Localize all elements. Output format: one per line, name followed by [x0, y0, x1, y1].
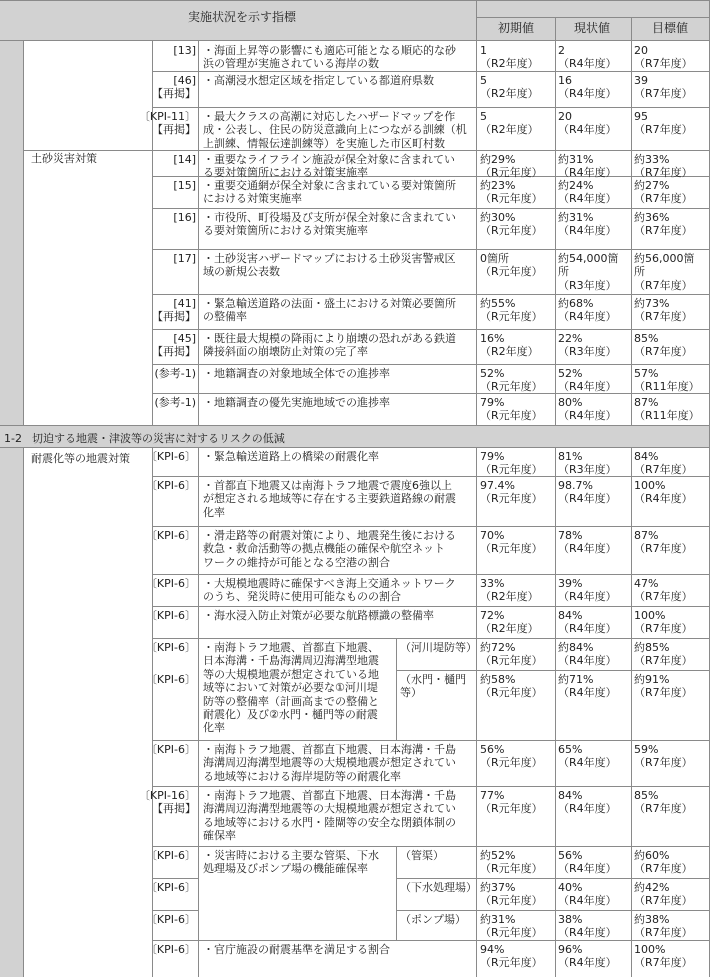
row-divider: [152, 329, 710, 330]
initial-value: 70%: [480, 529, 505, 542]
indicator-description: ・高潮浸水想定区域を指定している都道府県数: [203, 74, 434, 87]
grid-line: [631, 17, 632, 41]
indicator-id: 〔KPI-6〕: [145, 450, 196, 463]
indicator-description: ・滑走路等の耐震対策により、地震発生後における: [203, 529, 456, 542]
initial-value: 約37%: [480, 881, 516, 894]
indicator-id: (参考-1): [154, 367, 196, 380]
grid-line: [476, 41, 477, 425]
target-value: 87%: [634, 396, 659, 409]
current-value: （R4年度）: [558, 409, 617, 423]
header-initial-value: 初期値: [498, 21, 535, 35]
indicator-id: [14]: [173, 153, 196, 166]
indicator-id: 〔KPI-6〕: [145, 943, 196, 956]
target-value: 100%: [634, 479, 666, 492]
indicator-subcategory: （河川堤防等）: [400, 641, 477, 654]
indicator-description: ・重要なライフライン施設が保全対象に含まれてい: [203, 153, 456, 166]
current-value: （R4年度）: [558, 166, 617, 180]
current-value: （R4年度）: [558, 123, 617, 137]
row-divider: [152, 910, 198, 911]
initial-value: 約55%: [480, 297, 516, 310]
grid-line: [23, 447, 24, 977]
target-value: （R7年度）: [634, 278, 693, 292]
initial-value: （R2年度）: [480, 345, 539, 359]
current-value: 98.7%: [558, 479, 593, 492]
current-value: （R4年度）: [558, 542, 617, 556]
grid-line: [0, 425, 710, 426]
target-value: 100%: [634, 943, 666, 956]
target-value: （R7年度）: [634, 894, 693, 908]
indicator-id: [13]: [173, 44, 196, 57]
target-value: 約36%: [634, 211, 670, 224]
indicator-id: 【再掲】: [152, 310, 196, 324]
target-value: 約73%: [634, 297, 670, 310]
initial-value: （R元年度）: [480, 224, 543, 238]
current-value: （R3年度）: [558, 463, 617, 477]
current-value: 16: [558, 74, 572, 87]
current-value: 84%: [558, 789, 583, 802]
initial-value: （R2年度）: [480, 622, 539, 636]
indicator-id: 〔KPI-6〕: [145, 479, 196, 492]
row-divider: [152, 208, 710, 209]
indicator-id: [46]: [173, 74, 196, 87]
initial-value: 16%: [480, 332, 505, 345]
row-divider: [152, 878, 198, 879]
initial-value: 52%: [480, 367, 505, 380]
target-value: 20: [634, 44, 648, 57]
current-value: 所: [558, 265, 569, 279]
indicator-id: 〔KPI-16〕: [138, 789, 196, 802]
initial-value: 約31%: [480, 913, 516, 926]
target-value: （R7年度）: [634, 123, 693, 137]
indicator-description: 上訓練、情報伝達訓練等）を実施した市区町村数: [203, 136, 445, 150]
current-value: （R4年度）: [558, 57, 617, 71]
initial-value: （R元年度）: [480, 310, 543, 324]
initial-value: （R元年度）: [480, 166, 543, 180]
initial-value: 5: [480, 110, 487, 123]
header-target-value: 目標値: [652, 21, 689, 35]
target-value: （R7年度）: [634, 224, 693, 238]
row-divider: [396, 910, 710, 911]
indicator-description: る地域等における海岸堤防等の耐震化率: [203, 769, 401, 783]
initial-value: （R元年度）: [480, 654, 543, 668]
initial-value: （R元年度）: [480, 463, 543, 477]
indicator-id: (参考-1): [154, 396, 196, 409]
target-value: 39: [634, 74, 648, 87]
indicator-id: [16]: [173, 211, 196, 224]
indicator-description: 耐震化）及び②水門・樋門等の耐震: [203, 708, 378, 721]
current-value: 約31%: [558, 211, 594, 224]
current-value: 2: [558, 44, 565, 57]
target-value: 84%: [634, 450, 659, 463]
initial-value: 約58%: [480, 673, 516, 686]
current-value: 約24%: [558, 179, 594, 192]
target-value: 約38%: [634, 913, 670, 926]
target-value: 所: [634, 265, 645, 279]
target-value: 約85%: [634, 641, 670, 654]
current-value: （R4年度）: [558, 492, 617, 506]
indicator-description: ・首都直下地震又は南海トラフ地震で震度6強以上: [203, 479, 452, 492]
grid-line: [0, 447, 710, 448]
target-value: 約33%: [634, 153, 670, 166]
initial-value: 約23%: [480, 179, 516, 192]
grid-line: [198, 41, 199, 425]
indicator-description: る要対策箇所における対策実施率: [203, 166, 368, 180]
current-value: 約54,000箇: [558, 252, 619, 265]
target-value: （R7年度）: [634, 57, 693, 71]
initial-value: 1: [480, 44, 487, 57]
indicator-description: ・既往最大規模の降雨により崩壊の恐れがある鉄道: [203, 332, 456, 345]
row-divider: [152, 846, 710, 847]
grid-line: [0, 0, 710, 1]
initial-value: （R元年度）: [480, 956, 543, 970]
target-value: 47%: [634, 577, 659, 590]
initial-value: （R元年度）: [480, 380, 543, 394]
row-divider: [152, 393, 710, 394]
initial-value: （R2年度）: [480, 87, 539, 101]
indicator-description: る地域等における水門・陸閘等の安全な閉鎖体制の: [203, 815, 456, 829]
indicator-id: [15]: [173, 179, 196, 192]
indicator-id: 【再掲】: [152, 345, 196, 359]
indicator-subcategory: （下水処理場）: [400, 881, 477, 894]
indicator-description: 域等において対策が必要な①河川堤: [203, 681, 378, 695]
current-value: （R4年度）: [558, 894, 617, 908]
current-value: 38%: [558, 913, 583, 926]
target-value: （R7年度）: [634, 345, 693, 359]
target-value: （R11年度）: [634, 380, 700, 394]
grid-line: [631, 41, 632, 425]
grid-line: [396, 846, 397, 940]
row-divider: [152, 606, 710, 607]
indicator-id: 【再掲】: [152, 123, 196, 137]
row-divider: [152, 71, 710, 72]
current-value: （R4年度）: [558, 926, 617, 940]
target-value: 95: [634, 110, 648, 123]
target-value: 約91%: [634, 673, 670, 686]
indicator-description: ・災害時における主要な管渠、下水: [203, 849, 379, 862]
indicator-description: ・海水浸入防止対策が必要な航路標識の整備率: [203, 609, 434, 622]
current-value: 40%: [558, 881, 583, 894]
indicator-description: ・市役所、町役場及び支所が保全対象に含まれてい: [203, 211, 456, 224]
indicator-id: 〔KPI-6〕: [145, 881, 196, 894]
indicator-description: 処理場及びポンプ場の機能確保率: [203, 862, 368, 876]
current-value: （R4年度）: [558, 192, 617, 206]
indicator-description: ・重要交通網が保全対象に含まれている要対策箇所: [203, 179, 456, 192]
initial-value: 79%: [480, 396, 505, 409]
current-value: （R4年度）: [558, 310, 617, 324]
header-current-value: 現状値: [574, 21, 611, 35]
indicator-subcategory: （ポンプ場）: [400, 913, 466, 926]
indicator-subcategory: （水門・樋門: [400, 673, 466, 686]
target-value: （R7年度）: [634, 192, 693, 206]
target-value: （R7年度）: [634, 956, 693, 970]
section-title: 切迫する地震・津波等の災害に対するリスクの低減: [32, 432, 285, 445]
initial-value: （R元年度）: [480, 862, 543, 876]
current-value: 56%: [558, 849, 583, 862]
indicator-description: ・大規模地震時に確保すべき海上交通ネットワーク: [203, 577, 456, 590]
current-value: （R4年度）: [558, 622, 617, 636]
target-value: （R4年度）: [634, 492, 693, 506]
indicator-id: 〔KPI-6〕: [145, 577, 196, 590]
indicator-description: 浜の管理が実施されている海岸の数: [203, 57, 379, 71]
row-divider: [152, 294, 710, 295]
current-value: （R4年度）: [558, 862, 617, 876]
indicator-description: のうち、発災時に使用可能なものの割合: [203, 590, 401, 604]
indicator-description: 確保率: [203, 829, 236, 843]
target-value: （R7年度）: [634, 926, 693, 940]
target-value: 85%: [634, 332, 659, 345]
target-value: （R7年度）: [634, 463, 693, 477]
indicator-id: 【再掲】: [152, 802, 196, 816]
initial-value: 97.4%: [480, 479, 515, 492]
grid-line: [476, 0, 477, 41]
initial-value: 33%: [480, 577, 505, 590]
current-value: 39%: [558, 577, 583, 590]
initial-value: （R2年度）: [480, 123, 539, 137]
indicator-description: ・緊急輸送道路の法面・盛土における対策必要箇所: [203, 297, 456, 310]
indicator-description: ワークの維持が可能となる空港の割合: [203, 555, 390, 569]
left-band: [0, 447, 23, 977]
indicator-description: 等の大規模地震が想定されている地: [203, 667, 379, 681]
current-value: （R4年度）: [558, 590, 617, 604]
indicator-description: 海溝周辺海溝型地震等の大規模地震が想定されてい: [203, 802, 456, 816]
initial-value: （R元年度）: [480, 756, 543, 770]
grid-line: [555, 41, 556, 425]
initial-value: （R2年度）: [480, 57, 539, 71]
target-value: 85%: [634, 789, 659, 802]
target-value: （R7年度）: [634, 310, 693, 324]
initial-value: 約30%: [480, 211, 516, 224]
header-title: 実施状況を示す指標: [188, 10, 297, 24]
indicator-description: における対策実施率: [203, 192, 302, 206]
indicator-description: 日本海溝・千島海溝周辺海溝型地震: [203, 654, 379, 668]
indicator-id: [41]: [173, 297, 196, 310]
indicator-description: の整備率: [203, 310, 247, 324]
indicator-id: 〔KPI-6〕: [145, 641, 196, 654]
left-band: [0, 41, 23, 425]
target-value: （R7年度）: [634, 862, 693, 876]
current-value: 約68%: [558, 297, 594, 310]
indicator-description: ・官庁施設の耐震基準を満足する割合: [203, 943, 390, 956]
current-value: （R4年度）: [558, 380, 617, 394]
indicator-description: ・海面上昇等の影響にも適応可能となる順応的な砂: [203, 44, 456, 57]
row-divider: [152, 574, 710, 575]
row-divider: [152, 364, 710, 365]
current-value: 78%: [558, 529, 583, 542]
indicator-id: 〔KPI-6〕: [145, 529, 196, 542]
indicator-description: ・緊急輸送道路上の橋梁の耐震化率: [203, 450, 379, 463]
initial-value: 約52%: [480, 849, 516, 862]
current-value: 20: [558, 110, 572, 123]
current-value: （R4年度）: [558, 686, 617, 700]
initial-value: 0箇所: [480, 252, 509, 265]
initial-value: （R元年度）: [480, 926, 543, 940]
current-value: 52%: [558, 367, 583, 380]
indicator-id: 〔KPI-6〕: [145, 913, 196, 926]
current-value: 65%: [558, 743, 583, 756]
initial-value: 56%: [480, 743, 505, 756]
indicator-description: ・最大クラスの高潮に対応したハザードマップを作: [203, 110, 456, 123]
initial-value: （R元年度）: [480, 894, 543, 908]
indicator-description: ・地籍調査の優先実施地域での進捗率: [203, 396, 390, 409]
indicator-subcategory: （管渠）: [400, 849, 444, 862]
target-value: 約27%: [634, 179, 670, 192]
category-sediment-disaster: 土砂災害対策: [31, 152, 97, 165]
target-value: 約60%: [634, 849, 670, 862]
row-divider: [152, 107, 710, 108]
row-divider: [152, 476, 710, 477]
indicator-description: 域の新規公表数: [203, 265, 280, 279]
row-divider: [152, 740, 710, 741]
initial-value: 5: [480, 74, 487, 87]
indicator-description: ・南海トラフ地震、首都直下地震、: [203, 641, 379, 654]
target-value: （R7年度）: [634, 654, 693, 668]
indicator-id: [45]: [173, 332, 196, 345]
target-value: 59%: [634, 743, 659, 756]
current-value: 約31%: [558, 153, 594, 166]
section-number: 1-2: [4, 432, 22, 445]
current-value: （R4年度）: [558, 802, 617, 816]
current-value: 約84%: [558, 641, 594, 654]
indicator-description: が想定される地域等に存在する主要鉄道路線の耐震: [203, 492, 456, 506]
target-value: （R7年度）: [634, 542, 693, 556]
initial-value: 79%: [480, 450, 505, 463]
target-value: 57%: [634, 367, 659, 380]
initial-value: 約29%: [480, 153, 516, 166]
current-value: （R4年度）: [558, 654, 617, 668]
indicator-description: 化率: [203, 721, 225, 735]
indicator-description: ・地籍調査の対象地域全体での進捗率: [203, 367, 390, 380]
initial-value: （R元年度）: [480, 409, 543, 423]
row-divider: [152, 526, 710, 527]
current-value: 約71%: [558, 673, 594, 686]
initial-value: 77%: [480, 789, 505, 802]
target-value: （R7年度）: [634, 686, 693, 700]
initial-value: 約72%: [480, 641, 516, 654]
initial-value: 94%: [480, 943, 505, 956]
category-earthquake-measures: 耐震化等の地震対策: [31, 452, 130, 465]
initial-value: 72%: [480, 609, 505, 622]
indicator-description: ・南海トラフ地震、首都直下地震、日本海溝・千島: [203, 743, 456, 756]
target-value: （R7年度）: [634, 166, 693, 180]
current-value: 80%: [558, 396, 583, 409]
current-value: 81%: [558, 450, 583, 463]
indicator-description: 成・公表し、住民の防災意識向上につながる訓練（机: [203, 123, 467, 137]
current-value: （R4年度）: [558, 87, 617, 101]
indicator-description: 防等の整備率（計画高までの整備と: [203, 694, 379, 708]
indicator-id: 〔KPI-6〕: [145, 743, 196, 756]
target-value: （R11年度）: [634, 409, 700, 423]
initial-value: （R2年度）: [480, 590, 539, 604]
target-value: （R7年度）: [634, 87, 693, 101]
row-divider: [152, 786, 710, 787]
initial-value: （R元年度）: [480, 542, 543, 556]
grid-line: [396, 638, 397, 740]
target-value: 約42%: [634, 881, 670, 894]
row-divider: [152, 638, 710, 639]
indicator-id: 〔KPI-6〕: [145, 849, 196, 862]
indicator-description: 海溝周辺海溝型地震等の大規模地震が想定されてい: [203, 756, 456, 770]
indicator-subcategory: 等）: [400, 686, 422, 700]
current-value: （R3年度）: [558, 278, 617, 292]
row-divider: [396, 670, 710, 671]
indicator-description: ・土砂災害ハザードマップにおける土砂災害警戒区: [203, 252, 456, 265]
current-value: 96%: [558, 943, 583, 956]
target-value: （R7年度）: [634, 756, 693, 770]
target-value: 87%: [634, 529, 659, 542]
indicator-description: ・南海トラフ地震、首都直下地震、日本海溝・千島: [203, 789, 456, 802]
indicator-description: 救急・救命活動等の拠点機能の確保や航空ネット: [203, 542, 445, 556]
current-value: （R3年度）: [558, 345, 617, 359]
target-value: （R7年度）: [634, 622, 693, 636]
target-value: 100%: [634, 609, 666, 622]
current-value: （R4年度）: [558, 756, 617, 770]
indicator-id: 〔KPI-6〕: [145, 673, 196, 686]
target-value: （R7年度）: [634, 802, 693, 816]
initial-value: （R元年度）: [480, 192, 543, 206]
indicator-description: 隣接斜面の崩壊防止対策の完了率: [203, 345, 368, 359]
target-value: 約56,000箇: [634, 252, 695, 265]
indicator-id: 〔KPI-6〕: [145, 609, 196, 622]
row-divider: [152, 940, 710, 941]
indicator-description: 化率: [203, 505, 225, 519]
initial-value: （R元年度）: [480, 802, 543, 816]
current-value: （R4年度）: [558, 224, 617, 238]
indicator-description: る要対策箇所における対策実施率: [203, 224, 368, 238]
indicator-id: [17]: [173, 252, 196, 265]
grid-line: [555, 17, 556, 41]
current-value: 22%: [558, 332, 583, 345]
row-divider: [396, 878, 710, 879]
current-value: 84%: [558, 609, 583, 622]
indicator-id: 【再掲】: [152, 87, 196, 101]
grid-line: [0, 40, 710, 41]
initial-value: （R元年度）: [480, 686, 543, 700]
row-divider: [152, 249, 710, 250]
initial-value: （R元年度）: [480, 265, 543, 279]
indicator-id: 〔KPI-11〕: [138, 110, 196, 123]
initial-value: （R元年度）: [480, 492, 543, 506]
current-value: （R4年度）: [558, 956, 617, 970]
target-value: （R7年度）: [634, 590, 693, 604]
grid-line: [476, 17, 710, 18]
grid-line: [23, 41, 24, 425]
